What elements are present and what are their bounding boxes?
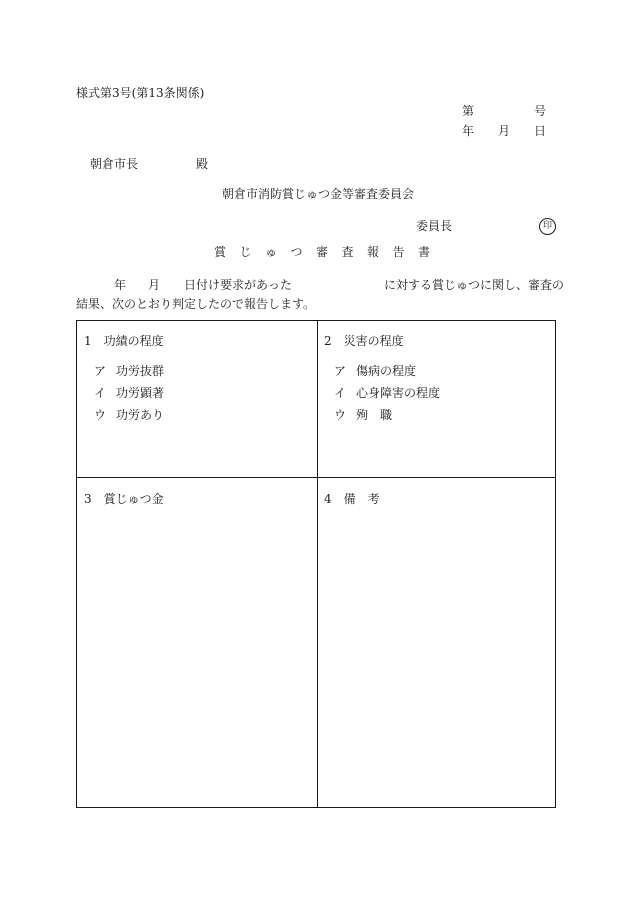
- report-grid: [76, 320, 556, 808]
- date-year-label: 年: [462, 124, 475, 138]
- body-month: 月: [148, 278, 161, 292]
- award-title: 3 賞じゅつ金: [84, 492, 164, 506]
- body-tail: に対する賞じゅつに関し、審査の: [384, 278, 565, 292]
- number-prefix: 第: [462, 104, 475, 118]
- document-title: 賞じゅつ審査報告書: [214, 245, 444, 259]
- merit-title: 1 功績の程度: [84, 334, 164, 348]
- merit-item: イ 功労顕著: [94, 386, 165, 400]
- disaster-title: 2 災害の程度: [324, 334, 404, 348]
- date-day-label: 日: [534, 124, 547, 138]
- addressee-name: 朝倉市長: [90, 157, 139, 171]
- grid-vertical-divider: [317, 321, 318, 807]
- body-line-2: 結果、次のとおり判定したので報告します。: [76, 297, 316, 311]
- merit-item: ア 功労抜群: [94, 364, 165, 378]
- merit-item: ウ 功労あり: [94, 408, 165, 422]
- disaster-item: イ 心身障害の程度: [334, 386, 441, 400]
- addressee-honorific: 殿: [196, 157, 209, 171]
- form-code: 様式第3号(第13条関係): [76, 86, 205, 100]
- date-month-label: 月: [498, 124, 511, 138]
- remarks-title: 4 備 考: [324, 492, 380, 506]
- seal-icon: 印: [539, 218, 556, 235]
- number-suffix: 号: [534, 104, 547, 118]
- disaster-item: ア 傷病の程度: [334, 364, 417, 378]
- chair-label: 委員長: [416, 219, 453, 233]
- grid-horizontal-divider: [77, 477, 555, 478]
- committee-name: 朝倉市消防賞じゅつ金等審査委員会: [222, 187, 415, 201]
- body-request: 日付け要求があった: [184, 278, 292, 292]
- disaster-item: ウ 殉 職: [334, 408, 393, 422]
- body-year: 年: [114, 278, 127, 292]
